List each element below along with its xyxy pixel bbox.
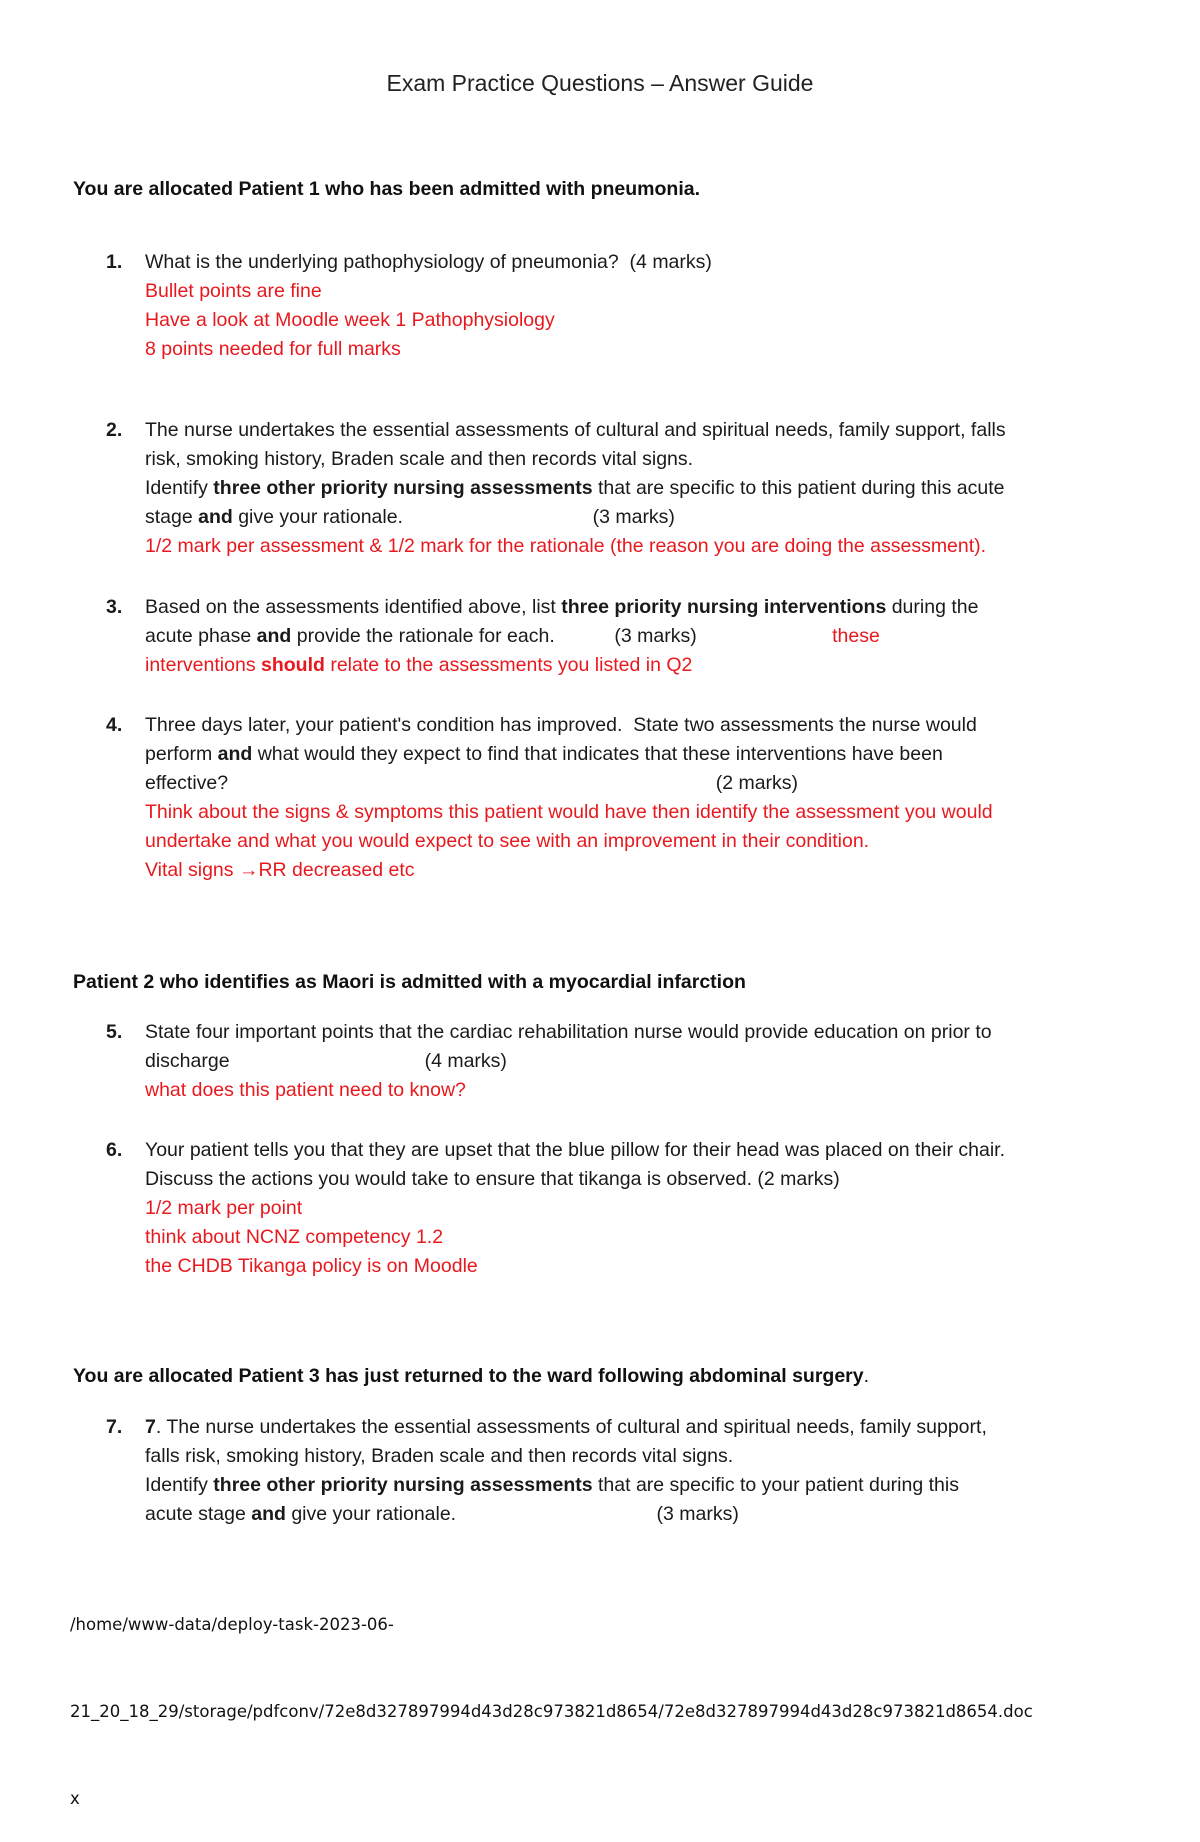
answer-note: Think about the signs & symptoms this patient would have then identify the assessment you would <box>145 801 993 823</box>
question-text: perform and what would they expect to find that indicates that these interventions have been <box>145 743 943 765</box>
question-number: 3. <box>106 596 123 618</box>
footer-line: /home/www-data/deploy-task-2023-06- <box>70 1615 394 1634</box>
question-text: Your patient tells you that they are upset that the blue pillow for their head was placed on their chair. <box>145 1139 1005 1161</box>
answer-note: 1/2 mark per point <box>145 1197 303 1219</box>
question-text: discharge (4 marks) <box>145 1050 507 1072</box>
question-text: effective? (2 marks) <box>145 772 799 794</box>
answer-note: 1/2 mark per assessment & 1/2 mark for the rationale (the reason you are doing the assessment). <box>145 535 987 557</box>
answer-note: think about NCNZ competency 1.2 <box>145 1226 444 1248</box>
question-text: 7. The nurse undertakes the essential assessments of cultural and spiritual needs, family support, <box>145 1416 987 1438</box>
question-text: Based on the assessments identified above, list three priority nursing interventions during the <box>145 596 979 618</box>
question-text: acute stage and give your rationale. (3 marks) <box>145 1503 739 1525</box>
question-number: 6. <box>106 1139 123 1161</box>
section-heading-patient-1: You are allocated Patient 1 who has been admitted with pneumonia. <box>73 178 700 200</box>
question-text: Identify three other priority nursing assessments that are specific to this patient during this acute <box>145 477 1005 499</box>
question-number: 7. <box>106 1416 123 1438</box>
question-text: What is the underlying pathophysiology of pneumonia? (4 marks) <box>145 251 712 273</box>
answer-note: Vital signs →RR decreased etc <box>145 859 415 881</box>
answer-note: undertake and what you would expect to see with an improvement in their condition. <box>145 830 870 852</box>
section-heading-patient-2: Patient 2 who identifies as Maori is admitted with a myocardial infarction <box>73 971 746 993</box>
question-text: risk, smoking history, Braden scale and then records vital signs. <box>145 448 694 470</box>
question-text: acute phase and provide the rationale for each. (3 marks) these <box>145 625 880 647</box>
question-text: Identify three other priority nursing assessments that are specific to your patient during this <box>145 1474 959 1496</box>
footer-line: 21_20_18_29/storage/pdfconv/72e8d327897994d43d28c973821d8654/72e8d327897994d43d28c973821d8654.doc <box>70 1702 1033 1721</box>
question-number: 4. <box>106 714 123 736</box>
answer-note: Bullet points are fine <box>145 280 322 302</box>
footer-line: x <box>70 1789 80 1808</box>
answer-note: Have a look at Moodle week 1 Pathophysiology <box>145 309 555 331</box>
question-text: State four important points that the cardiac rehabilitation nurse would provide education on prior to <box>145 1021 992 1043</box>
question-number: 5. <box>106 1021 123 1043</box>
question-text: The nurse undertakes the essential assessments of cultural and spiritual needs, family support, falls <box>145 419 1006 441</box>
page-title: Exam Practice Questions – Answer Guide <box>386 70 814 96</box>
question-text: Discuss the actions you would take to ensure that tikanga is observed. (2 marks) <box>145 1168 840 1190</box>
section-heading-patient-3: You are allocated Patient 3 has just returned to the ward following abdominal surgery. <box>73 1365 870 1387</box>
question-number: 2. <box>106 419 123 441</box>
question-text: stage and give your rationale. (3 marks) <box>145 506 675 528</box>
question-text: Three days later, your patient's condition has improved. State two assessments the nurse would <box>145 714 977 736</box>
file-path-footer <box>70 1552 1033 1842</box>
answer-note: 8 points needed for full marks <box>145 338 401 360</box>
question-number: 1. <box>106 251 123 273</box>
answer-note: these <box>832 625 880 647</box>
answer-note: the CHDB Tikanga policy is on Moodle <box>145 1255 478 1277</box>
answer-note: what does this patient need to know? <box>145 1079 466 1101</box>
question-text: falls risk, smoking history, Braden scale and then records vital signs. <box>145 1445 734 1467</box>
answer-note: interventions should relate to the assessments you listed in Q2 <box>145 654 693 676</box>
